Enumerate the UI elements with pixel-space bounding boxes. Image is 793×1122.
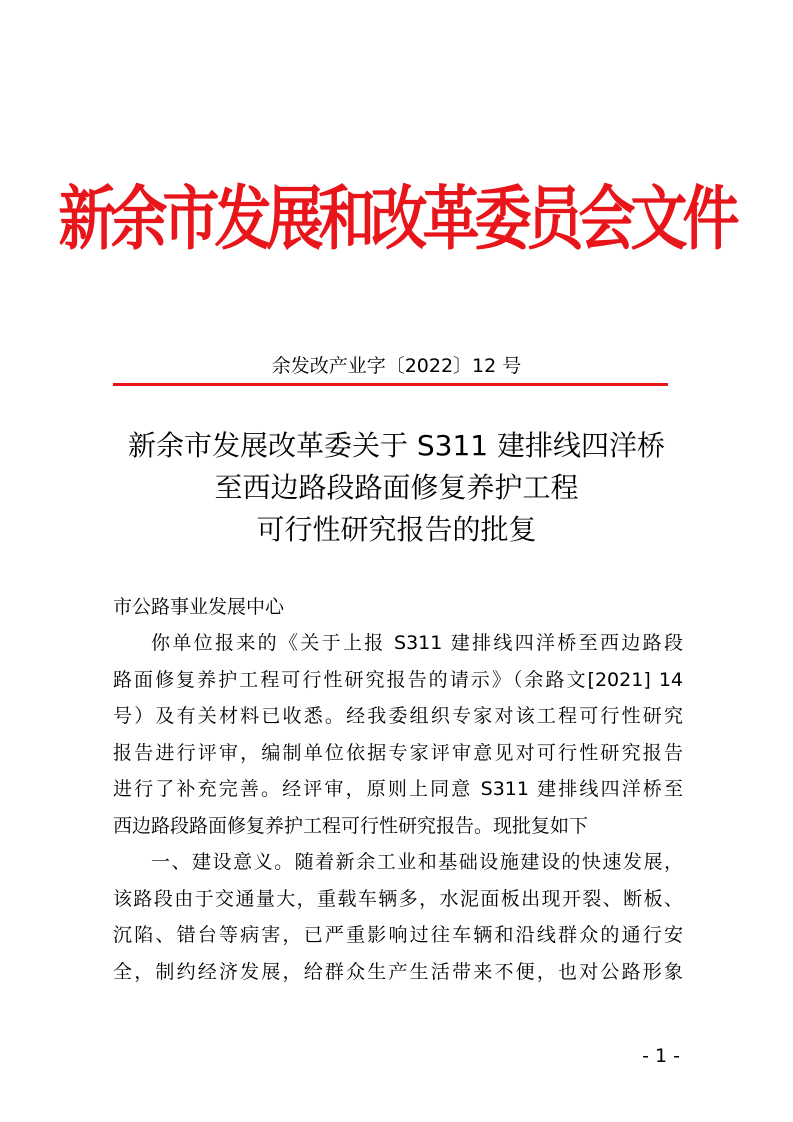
body-line: 报告进行评审，编制单位依据专家评审意见对可行性研究报告 (113, 741, 683, 764)
body-line: 号）及有关材料已收悉。经我委组织专家对该工程可行性研究 (113, 705, 683, 727)
body-line: 路面修复养护工程可行性研究报告的请示》（余路文[2021] 14 (113, 668, 683, 691)
body-line: 西边路段路面修复养护工程可行性研究报告。现批复如下 (113, 814, 589, 837)
recipient: 市公路事业发展中心 (113, 596, 285, 618)
body-line: 全，制约经济发展，给群众生产生活带来不便，也对公路形象 (113, 960, 683, 983)
body-line: 一、建设意义。随着新余工业和基础设施建设的快速发展， (151, 851, 683, 873)
document-title (0, 425, 793, 551)
page-number: - 1 - (642, 1045, 680, 1067)
body-line: 进行了补充完善。经评审，原则上同意 S311 建排线四洋桥至 (113, 778, 683, 800)
body-text (113, 625, 683, 990)
title-line: 新余市发展改革委关于 S311 建排线四洋桥 (127, 429, 666, 462)
title-line: 可行性研究报告的批复 (256, 513, 537, 546)
body-line: 你单位报来的《关于上报 S311 建排线四洋桥至西边路段 (151, 632, 683, 654)
document-number: 余发改产业字〔2022〕12 号 (271, 355, 522, 377)
body-line: 沉陷、错台等病害，已严重影响过往车辆和沿线群众的通行安 (113, 924, 683, 946)
title-line: 至西边路段路面修复养护工程 (214, 471, 579, 504)
body-line: 该路段由于交通量大，重载车辆多，水泥面板出现开裂、断板、 (113, 887, 683, 910)
masthead-title: 新余市发展和改革委员会文件 (58, 177, 735, 260)
red-divider-line (113, 383, 668, 386)
